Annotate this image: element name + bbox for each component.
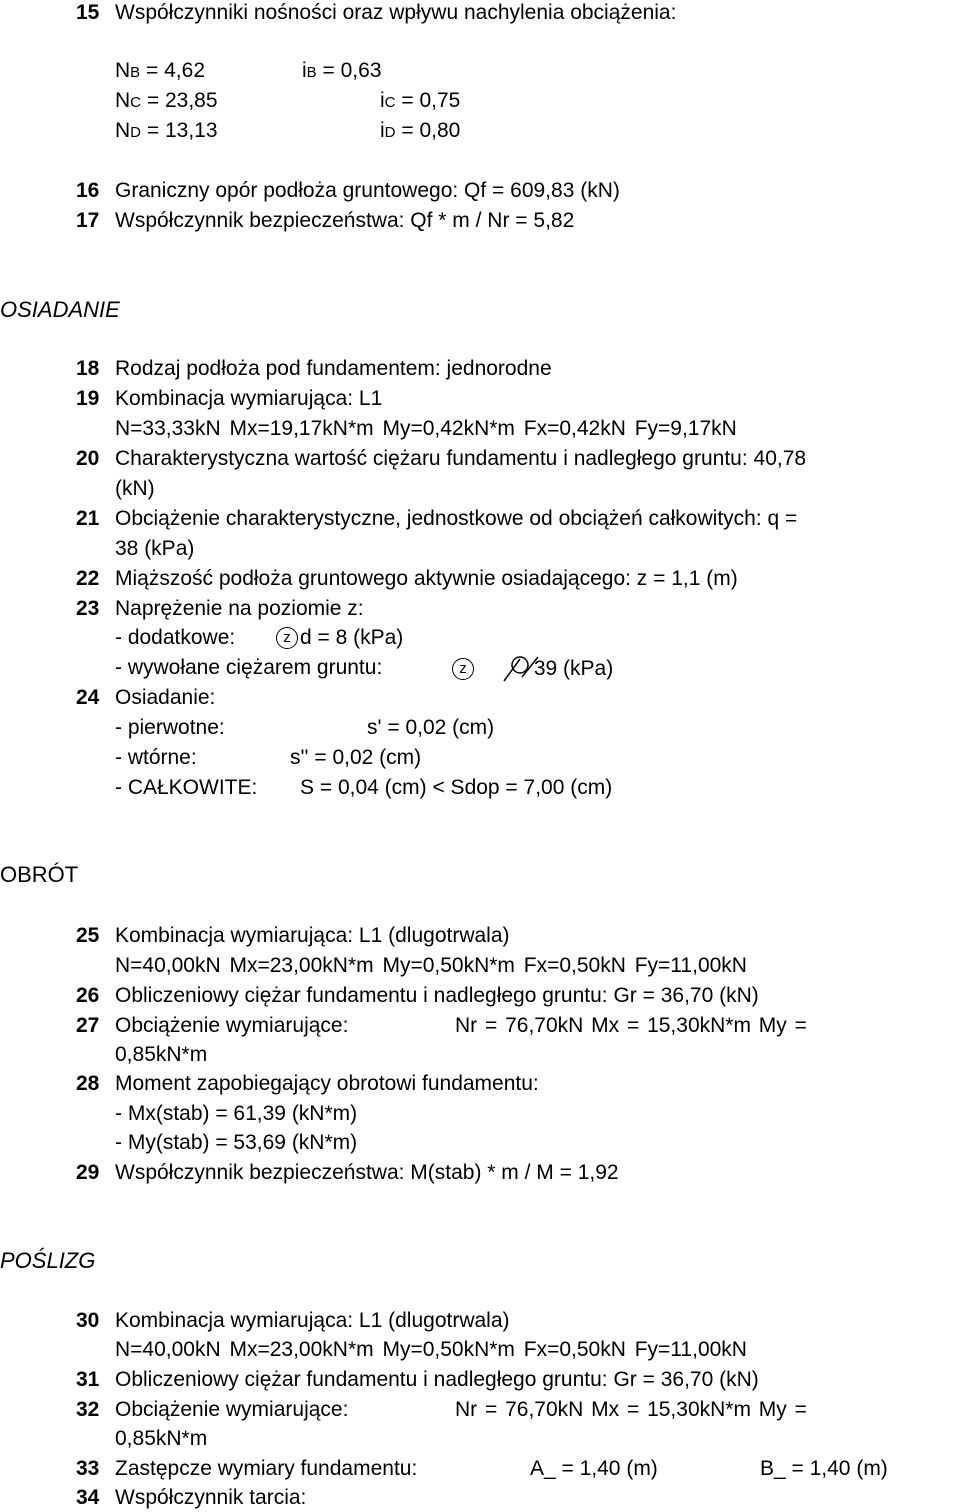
item-28-mx: - Mx(stab) = 61,39 (kN*m) [115, 1102, 358, 1125]
subscript: D [130, 124, 142, 141]
item-27-label: Obciążenie wymiarujące: [115, 1014, 349, 1037]
item-31-text: Obliczeniowy ciężar fundamentu i nadległego gruntu: Gr = 36,70 (kN) [115, 1368, 759, 1391]
stress-soil-value [452, 655, 613, 683]
settlement-secondary-label: - wtórne: [115, 746, 197, 769]
item-number: 18 [76, 357, 100, 380]
item-23-text: Naprężenie na poziomie z: [115, 597, 364, 620]
item-20-cont: (kN) [115, 477, 155, 500]
coef-row-c-i [380, 88, 460, 116]
item-19-forces: N=33,33kN Mx=19,17kN*m My=0,42kN*m Fx=0,42kN Fy=9,17kN [115, 417, 737, 440]
item-number: 15 [76, 1, 100, 24]
symbol-i: i [380, 119, 385, 142]
item-32-label: Obciążenie wymiarujące: [115, 1398, 349, 1421]
sigma-symbol-icon: z [452, 658, 474, 680]
overlapping-sigma-glyph-icon [478, 655, 542, 683]
subscript: D [384, 124, 396, 141]
item-15-text: Współczynniki nośności oraz wpływu nachylenia obciążenia: [115, 1, 677, 24]
settlement-secondary-value: s'' = 0,02 (cm) [290, 746, 422, 769]
item-number: 21 [76, 507, 100, 530]
item-17-text: Współczynnik bezpieczeństwa: Qf * m / Nr = 5,82 [115, 209, 575, 232]
item-32-cont: 0,85kN*m [115, 1427, 208, 1450]
item-number: 31 [76, 1368, 100, 1391]
item-19-text: Kombinacja wymiarująca: L1 [115, 387, 383, 410]
section-osiadanie: OSIADANIE [0, 297, 120, 322]
value: = 23,85 [146, 89, 218, 112]
value: = 0,63 [322, 59, 382, 82]
item-number: 30 [76, 1309, 100, 1332]
item-25-text: Kombinacja wymiarująca: L1 (dlugotrwala) [115, 924, 510, 947]
item-32-values: Nr = 76,70kN Mx = 15,30kN*m My = [455, 1398, 807, 1421]
item-33-label: Zastępcze wymiary fundamentu: [115, 1457, 418, 1480]
item-33-a: A_ = 1,40 (m) [530, 1457, 658, 1480]
settlement-total-label: - CAŁKOWITE: [115, 776, 258, 799]
coef-row-d [115, 118, 218, 146]
symbol-i: i [302, 59, 307, 82]
subscript: B [306, 64, 317, 81]
value: = 13,13 [146, 119, 218, 142]
symbol-n: N [115, 89, 131, 112]
item-number: 23 [76, 597, 100, 620]
settlement-primary-label: - pierwotne: [115, 716, 225, 739]
item-24-text: Osiadanie: [115, 686, 216, 709]
stress-soil-label: - wywołane ciężarem gruntu: [115, 656, 383, 679]
item-22-text: Miąższość podłoża gruntowego aktywnie osiadającego: z = 1,1 (m) [115, 567, 738, 590]
item-33-b: B_ = 1,40 (m) [760, 1457, 888, 1480]
item-number: 28 [76, 1072, 100, 1095]
item-number: 20 [76, 447, 100, 470]
coef-row-c [115, 88, 218, 116]
item-21-text: Obciążenie charakterystyczne, jednostkowe od obciążeń całkowitych: q = [115, 507, 798, 530]
symbol-i: i [380, 89, 385, 112]
item-number: 16 [76, 179, 100, 202]
coef-row-d-i [380, 118, 460, 146]
item-number: 29 [76, 1161, 100, 1184]
item-27-cont: 0,85kN*m [115, 1043, 208, 1066]
item-number: 33 [76, 1457, 100, 1480]
coef-row-b-i [302, 58, 382, 86]
section-obrot: OBRÓT [0, 862, 79, 887]
section-poslizg: POŚLIZG [0, 1248, 96, 1273]
item-26-text: Obliczeniowy ciężar fundamentu i nadległego gruntu: Gr = 36,70 (kN) [115, 984, 759, 1007]
value: = 0,75 [401, 89, 461, 112]
value: = 0,80 [401, 119, 461, 142]
stress-additional-value [276, 625, 403, 651]
item-21-cont: 38 (kPa) [115, 537, 195, 560]
item-28-my: - My(stab) = 53,69 (kN*m) [115, 1131, 358, 1154]
item-18-text: Rodzaj podłoża pod fundamentem: jednorodne [115, 357, 552, 380]
value: d = 8 (kPa) [300, 626, 404, 649]
item-number: 19 [76, 387, 100, 410]
item-number: 17 [76, 209, 100, 232]
subscript: C [384, 94, 396, 111]
subscript: C [130, 94, 142, 111]
item-number: 22 [76, 567, 100, 590]
value: = 4,62 [146, 59, 206, 82]
item-number: 27 [76, 1014, 100, 1037]
item-30-text: Kombinacja wymiarująca: L1 (dlugotrwala) [115, 1309, 510, 1332]
sigma-symbol-icon: z [276, 627, 298, 649]
item-number: 34 [76, 1486, 100, 1509]
item-number: 25 [76, 924, 100, 947]
item-28-text: Moment zapobiegający obrotowi fundamentu: [115, 1072, 539, 1095]
value: 39 (kPa) [533, 656, 614, 680]
item-30-forces: N=40,00kN Mx=23,00kN*m My=0,50kN*m Fx=0,50kN Fy=11,00kN [115, 1338, 747, 1361]
symbol-n: N [115, 119, 131, 142]
item-number: 26 [76, 984, 100, 1007]
symbol-n: N [115, 59, 131, 82]
item-number: 24 [76, 686, 100, 709]
item-27-values: Nr = 76,70kN Mx = 15,30kN*m My = [455, 1014, 807, 1037]
item-34-text: Współczynnik tarcia: [115, 1486, 307, 1509]
stress-additional-label: - dodatkowe: [115, 626, 236, 649]
item-16-text: Graniczny opór podłoża gruntowego: Qf = 609,83 (kN) [115, 179, 620, 202]
item-25-forces: N=40,00kN Mx=23,00kN*m My=0,50kN*m Fx=0,50kN Fy=11,00kN [115, 954, 747, 977]
item-29-text: Współczynnik bezpieczeństwa: M(stab) * m / M = 1,92 [115, 1161, 619, 1184]
subscript: B [130, 64, 141, 81]
settlement-total-value: S = 0,04 (cm) < Sdop = 7,00 (cm) [300, 776, 613, 799]
item-20-text: Charakterystyczna wartość ciężaru fundamentu i nadległego gruntu: 40,78 [115, 447, 807, 470]
item-number: 32 [76, 1398, 100, 1421]
settlement-primary-value: s' = 0,02 (cm) [367, 716, 495, 739]
coef-row-b [115, 58, 205, 86]
